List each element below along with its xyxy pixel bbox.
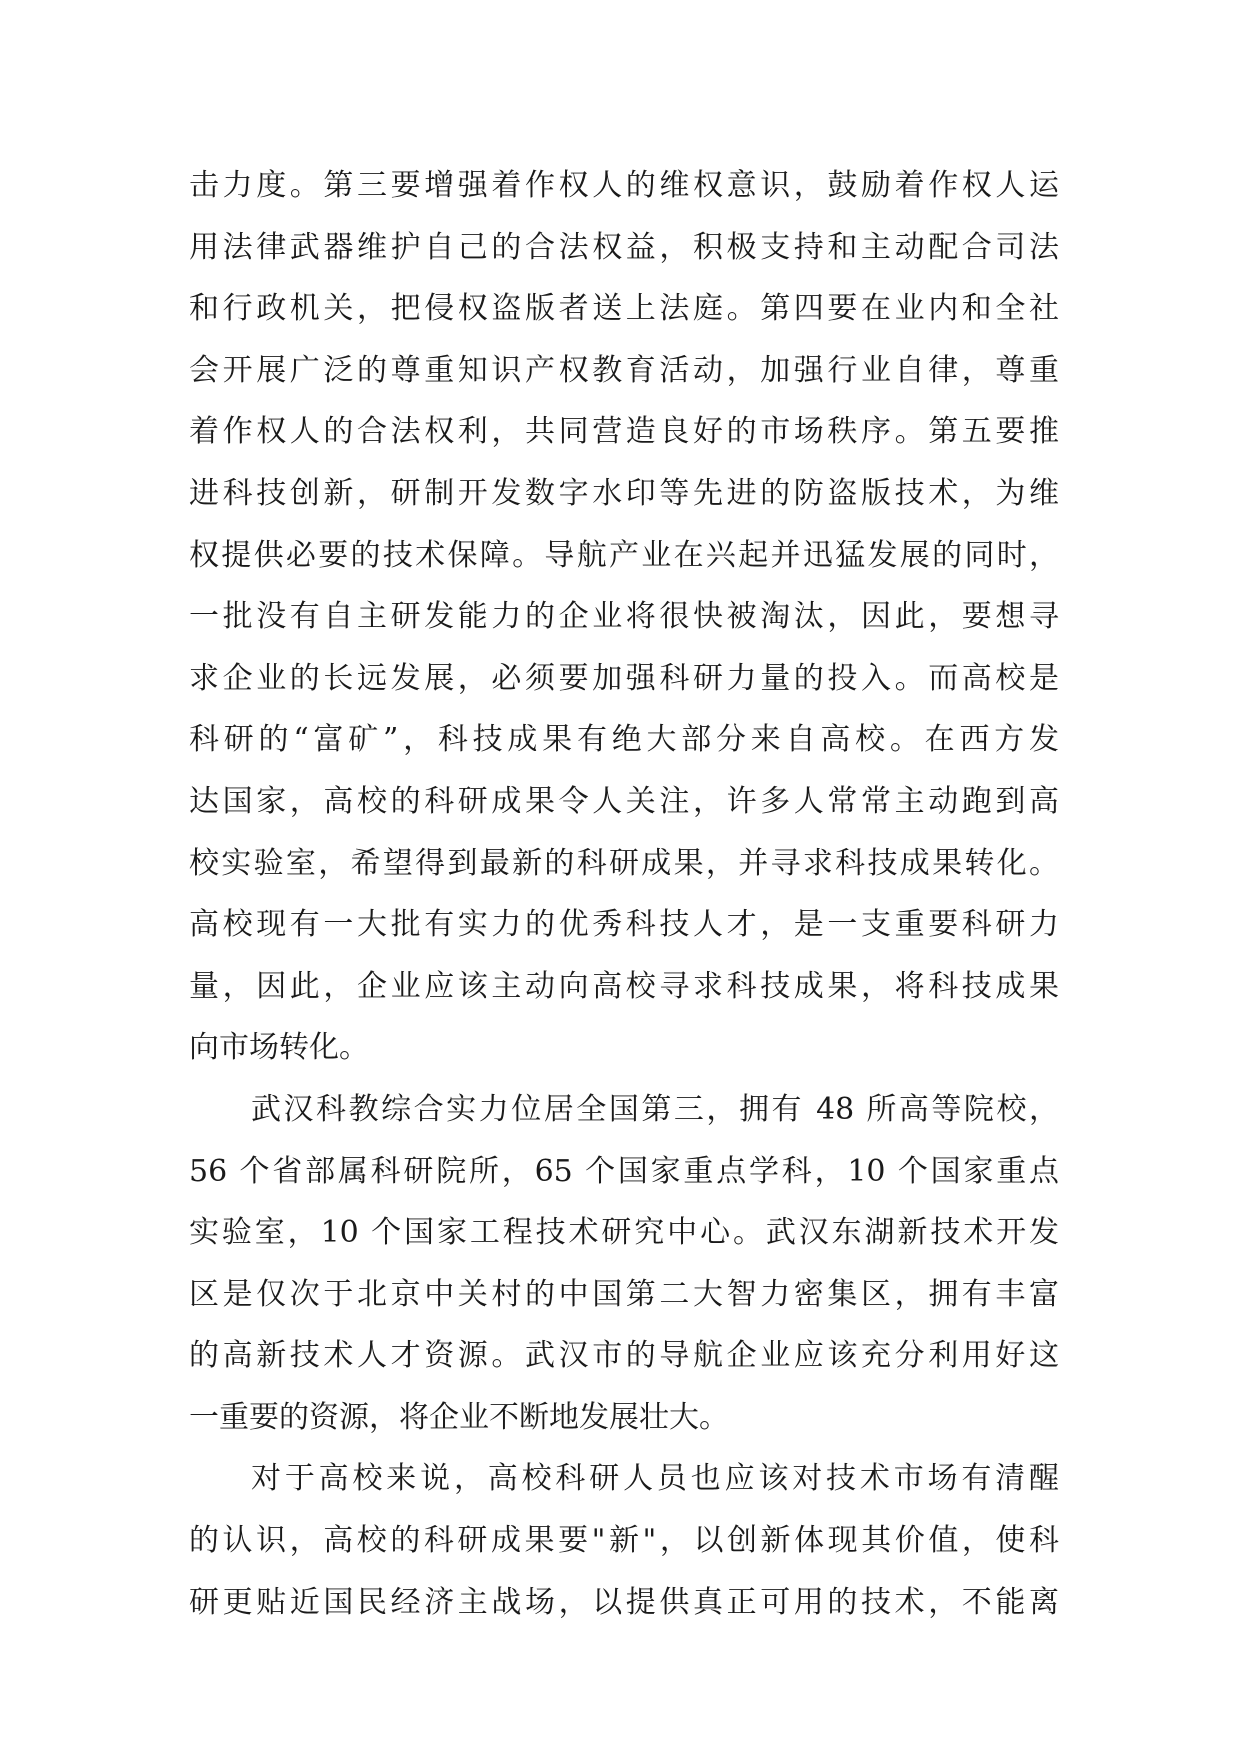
text-line: 一重要的资源，将企业不断地发展壮大。 [189,1399,729,1435]
text-line: 着作权人的合法权利，共同营造良好的市场秩序。第五要推 [189,414,1059,450]
text-line: 的高新技术人才资源。武汉市的导航企业应该充分利用好这 [189,1338,1059,1374]
paragraph-1 [189,155,1059,1079]
text-line: 56 个省部属科研院所，65 个国家重点学科，10 个国家重点 [189,1153,1059,1189]
text-line: 区是仅次于北京中关村的中国第二大智力密集区，拥有丰富 [189,1276,1059,1312]
text-line: 科研的“富矿”，科技成果有绝大部分来自高校。在西方发 [189,722,1059,758]
text-line: 达国家，高校的科研成果令人关注，许多人常常主动跑到高 [189,783,1059,819]
text-line: 实验室，10 个国家工程技术研究中心。武汉东湖新技术开发 [189,1215,1059,1251]
document-body [189,155,1059,1633]
text-line: 研更贴近国民经济主战场，以提供真正可用的技术，不能离 [189,1584,1059,1620]
text-line: 校实验室，希望得到最新的科研成果，并寻求科技成果转化。 [189,845,1059,881]
text-line: 击力度。第三要增强着作权人的维权意识，鼓励着作权人运 [189,168,1059,203]
paragraph-2 [189,1079,1059,1449]
text-line: 权提供必要的技术保障。导航产业在兴起并迅猛发展的同时， [189,537,1059,573]
text-line: 量，因此，企业应该主动向高校寻求科技成果，将科技成果 [189,968,1059,1004]
text-line: 的认识，高校的科研成果要"新"，以创新体现其价值，使科 [189,1523,1059,1559]
text-line: 进科技创新，研制开发数字水印等先进的防盗版技术，为维 [189,475,1059,511]
text-line: 一批没有自主研发能力的企业将很快被淘汰，因此，要想寻 [189,599,1059,635]
text-line: 和行政机关，把侵权盗版者送上法庭。第四要在业内和全社 [189,291,1059,327]
text-line: 武汉科教综合实力位居全国第三，拥有 48 所高等院校， [251,1091,1059,1127]
text-line: 对于高校来说，高校科研人员也应该对技术市场有清醒 [251,1461,1059,1497]
paragraph-3 [189,1448,1059,1633]
text-line: 高校现有一大批有实力的优秀科技人才，是一支重要科研力 [189,907,1059,943]
text-line: 会开展广泛的尊重知识产权教育活动，加强行业自律，尊重 [189,352,1059,388]
text-line: 用法律武器维护自己的合法权益，积极支持和主动配合司法 [189,229,1059,265]
text-line: 求企业的长远发展，必须要加强科研力量的投入。而高校是 [189,660,1059,696]
text-line: 向市场转化。 [189,1030,369,1066]
